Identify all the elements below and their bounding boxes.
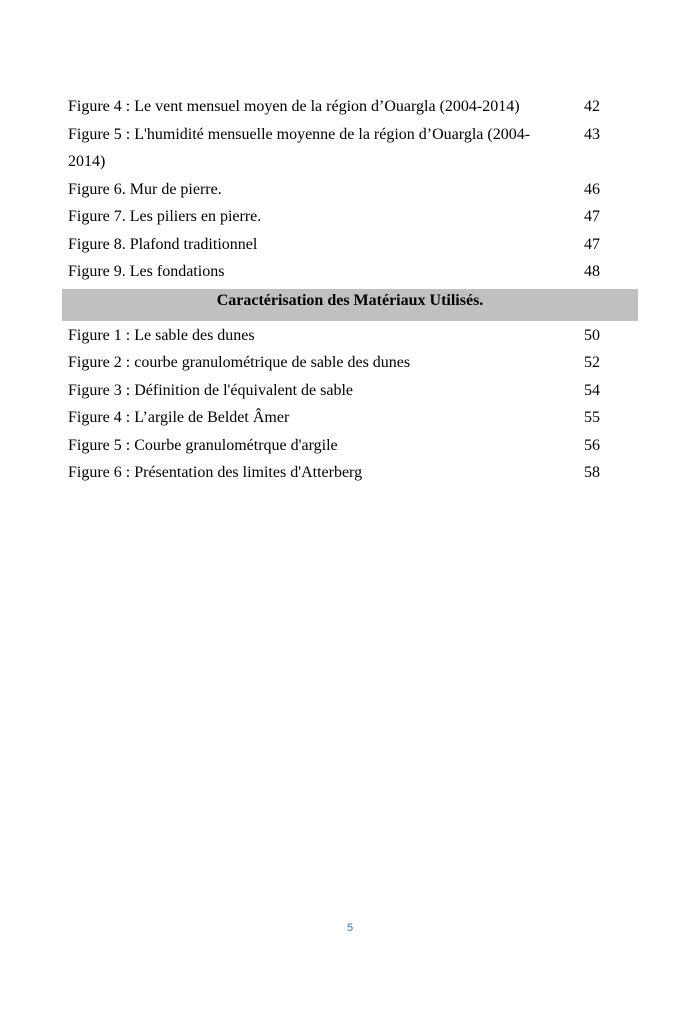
- toc-entry-label: Figure 4 : L’argile de Beldet Âmer: [68, 409, 290, 426]
- section-header: Caractérisation des Matériaux Utilisés.: [62, 289, 638, 321]
- toc-entry-page: 50: [584, 326, 600, 344]
- toc-entry-page: 58: [584, 464, 600, 481]
- toc-entry[interactable]: [68, 404, 602, 432]
- toc-entry-page: 42: [584, 98, 600, 115]
- toc-entry-page: 47: [584, 235, 600, 253]
- toc-entry[interactable]: [68, 322, 602, 350]
- toc-entry[interactable]: [68, 231, 602, 259]
- toc-entry[interactable]: [68, 459, 602, 487]
- toc-entry[interactable]: [68, 432, 602, 460]
- toc-entry-label: Figure 5 : L'humidité mensuelle moyenne de la région d’Ouargla (2004-2014): [68, 125, 531, 170]
- toc-entry-label: Figure 6 : Présentation des limites d'Atterberg: [68, 464, 363, 481]
- toc-entry-page: 43: [584, 125, 600, 143]
- toc-entry-label: Figure 3 : Définition de l'équivalent de sable: [68, 381, 354, 399]
- toc-entry-page: 46: [584, 180, 600, 198]
- toc-entry[interactable]: [68, 258, 602, 286]
- toc-entry-page: 56: [584, 436, 600, 454]
- toc-entry-page: 55: [584, 409, 600, 426]
- page-number: 5: [346, 922, 354, 934]
- toc-entry-label: Figure 2 : courbe granulométrique de sable des dunes: [68, 354, 411, 371]
- toc-entry-label: Figure 4 : Le vent mensuel moyen de la région d’Ouargla (2004-2014): [68, 98, 520, 115]
- toc-entry-label: Figure 7. Les piliers en pierre.: [68, 208, 262, 225]
- toc-entry[interactable]: [68, 93, 602, 121]
- toc-entry-page: 54: [584, 381, 600, 399]
- table-of-figures: [68, 93, 602, 487]
- toc-entry[interactable]: [68, 121, 602, 176]
- toc-entry-label: Figure 8. Plafond traditionnel: [68, 235, 258, 253]
- toc-entry-page: 52: [584, 354, 600, 371]
- toc-entry-label: Figure 1 : Le sable des dunes: [68, 326, 255, 344]
- toc-entry[interactable]: [68, 176, 602, 204]
- toc-entry-label: Figure 5 : Courbe granulométrque d'argile: [68, 436, 338, 454]
- toc-entry-page: 47: [584, 208, 600, 225]
- toc-entry[interactable]: [68, 377, 602, 405]
- toc-entry[interactable]: [68, 349, 602, 377]
- toc-entry-label: Figure 9. Les fondations: [68, 263, 225, 280]
- toc-entry[interactable]: [68, 203, 602, 231]
- toc-entry-label: Figure 6. Mur de pierre.: [68, 180, 222, 198]
- toc-entry-page: 48: [584, 263, 600, 280]
